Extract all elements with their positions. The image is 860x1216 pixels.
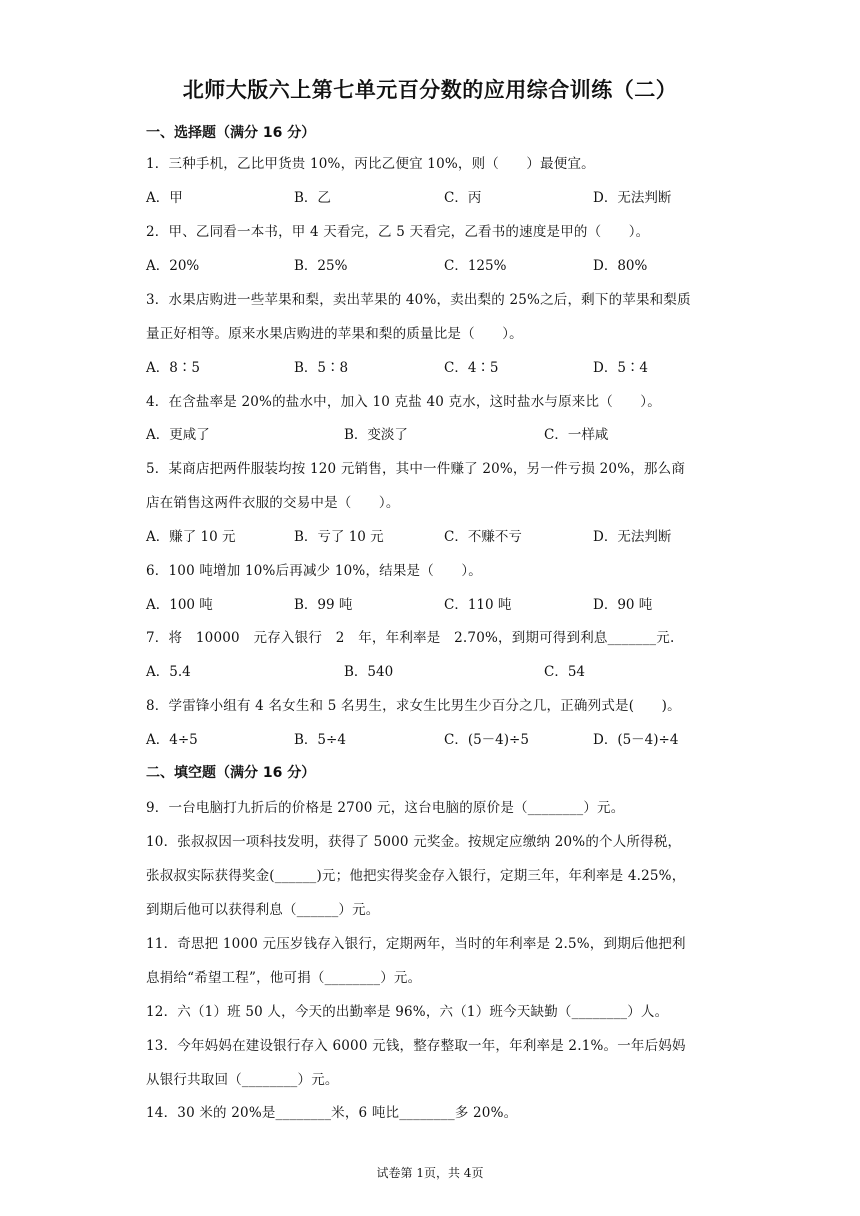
option-d: D．90 吨 [593, 597, 653, 613]
option-c: C．125% [444, 258, 507, 274]
question-9: 9．一台电脑打九折后的价格是 2700 元，这台电脑的原价是（________）元。 [146, 800, 625, 816]
option-b: B．5∶8 [294, 360, 349, 376]
question-13-line-1: 13．今年妈妈在建设银行存入 6000 元钱，整存整取一年，年利率是 2.1%。一年后妈妈 [146, 1038, 686, 1054]
option-b: B．变淡了 [344, 427, 408, 443]
option-a: A．甲 [146, 190, 183, 206]
question-3-line-1: 3．水果店购进一些苹果和梨，卖出苹果的 40%，卖出梨的 25%之后，剩下的苹果和梨质 [146, 292, 691, 308]
option-d: D．无法判断 [593, 190, 672, 206]
option-c: C．(5－4)÷5 [444, 732, 529, 748]
question-6-options [146, 593, 726, 613]
question-5-options [146, 525, 726, 545]
question-2-options [146, 254, 726, 274]
option-a: A．100 吨 [146, 597, 213, 613]
question-7-options [146, 660, 726, 680]
question-8: 8．学雷锋小组有 4 名女生和 5 名男生，求女生比男生少百分之几，正确列式是( )。 [146, 698, 681, 714]
option-b: B．乙 [294, 190, 331, 206]
question-3-line-2: 量正好相等。原来水果店购进的苹果和梨的质量比是（ ）。 [146, 326, 523, 342]
question-5-line-2: 店在销售这两件衣服的交易中是（ ）。 [146, 495, 400, 511]
option-b: B．亏了 10 元 [294, 529, 384, 545]
page-footer: 试卷第 1页，共 4页 [376, 1166, 484, 1180]
question-6: 6．100 吨增加 10%后再减少 10%，结果是（ ）。 [146, 563, 482, 579]
question-8-options [146, 728, 726, 748]
option-a: A．20% [146, 258, 200, 274]
section-fill-heading: 二、填空题（满分 16 分） [146, 765, 316, 781]
question-12: 12．六（1）班 50 人，今天的出勤率是 96%，六（1）班今天缺勤（________）人。 [146, 1004, 669, 1020]
question-2: 2．甲、乙同看一本书，甲 4 天看完，乙 5 天看完，乙看书的速度是甲的（ ）。 [146, 224, 650, 240]
question-4: 4．在含盐率是 20%的盐水中，加入 10 克盐 40 克水，这时盐水与原来比（ ）。 [146, 394, 661, 410]
option-a: A．5.4 [146, 664, 191, 680]
question-11-line-2: 息捐给“希望工程”，他可捐（________）元。 [146, 970, 422, 986]
option-b: B．5÷4 [294, 732, 346, 748]
question-7: 7．将 10000 元存入银行 2 年，年利率是 2.70%，到期可得到利息_______元. [146, 630, 675, 646]
option-d: D．无法判断 [593, 529, 672, 545]
option-b: B．25% [294, 258, 348, 274]
option-c: C．54 [544, 664, 586, 680]
question-1-options [146, 186, 726, 206]
option-a: A．赚了 10 元 [146, 529, 236, 545]
section-choice-heading: 一、选择题（满分 16 分） [146, 125, 316, 141]
question-1: 1．三种手机，乙比甲货贵 10%，丙比乙便宜 10%，则（ ）最便宜。 [146, 156, 595, 172]
question-10-line-2: 张叔叔实际获得奖金(______)元；他把实得奖金存入银行，定期三年，年利率是 4.25%， [146, 868, 686, 884]
option-b: B．540 [344, 664, 394, 680]
option-c: C．不赚不亏 [444, 529, 522, 545]
question-10-line-3: 到期后他可以获得利息（______）元。 [146, 902, 380, 918]
option-c: C．4∶5 [444, 360, 499, 376]
option-d: D．(5－4)÷4 [593, 732, 679, 748]
option-c: C．一样咸 [544, 427, 609, 443]
option-a: A．4÷5 [146, 732, 198, 748]
option-c: C．丙 [444, 190, 482, 206]
question-11-line-1: 11．奇思把 1000 元压岁钱存入银行，定期两年，当时的年利率是 2.5%，到期后他把利 [146, 936, 686, 952]
option-a: A．8∶5 [146, 360, 200, 376]
option-c: C．110 吨 [444, 597, 512, 613]
option-b: B．99 吨 [294, 597, 353, 613]
option-a: A．更咸了 [146, 427, 210, 443]
question-5-line-1: 5．某商店把两件服装均按 120 元销售，其中一件赚了 20%，另一件亏损 20%，那么商 [146, 461, 686, 477]
question-13-line-2: 从银行共取回（________）元。 [146, 1072, 339, 1088]
option-d: D．5∶4 [593, 360, 649, 376]
question-3-options [146, 356, 726, 376]
option-d: D．80% [593, 258, 648, 274]
question-14: 14．30 米的 20%是________米，6 吨比________多 20%。 [146, 1105, 518, 1121]
question-4-options [146, 423, 726, 443]
page-title: 北师大版六上第七单元百分数的应用综合训练（二） [182, 78, 678, 102]
question-10-line-1: 10．张叔叔因一项科技发明，获得了 5000 元奖金。按规定应缴纳 20%的个人所得税， [146, 834, 682, 850]
